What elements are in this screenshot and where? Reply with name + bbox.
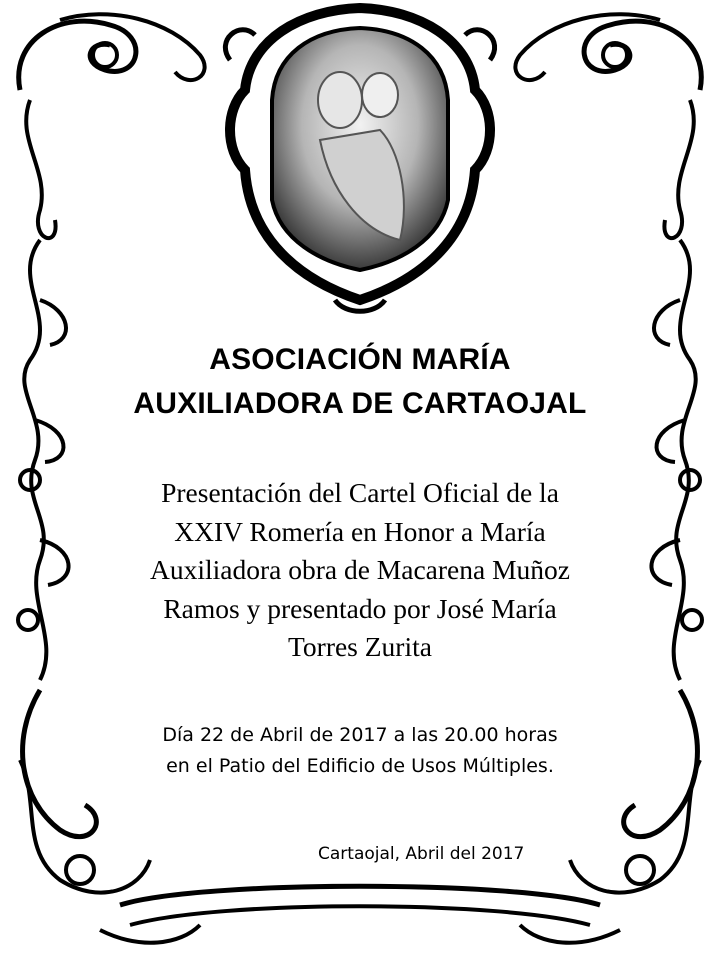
corner-ornament-top-left [19,14,205,238]
event-details [0,720,720,782]
bottom-banner-ornament [100,886,620,942]
event-line: Día 22 de Abril de 2017 a las 20.00 horas [162,724,558,746]
title-line: AUXILIADORA DE CARTAOJAL [133,387,587,420]
presentation-line: Auxiliadora obra de Macarena Muñoz [150,554,570,585]
title-line: ASOCIACIÓN MARÍA [209,343,511,376]
portrait-medallion [225,8,494,311]
event-line: en el Patio del Edificio de Usos Múltiples. [166,755,554,777]
presentation-line: XXIV Romería en Honor a María [174,515,546,547]
presentation-line: Torres Zurita [288,631,432,662]
association-title [0,338,720,426]
presentation-text [0,474,720,667]
presentation-line: Ramos y presentado por José María [163,592,557,624]
place-date-signature: Cartaojal, Abril del 2017 [318,844,525,864]
corner-ornament-top-right [515,14,701,238]
presentation-line: Presentación del Cartel Oficial de la [161,477,559,508]
